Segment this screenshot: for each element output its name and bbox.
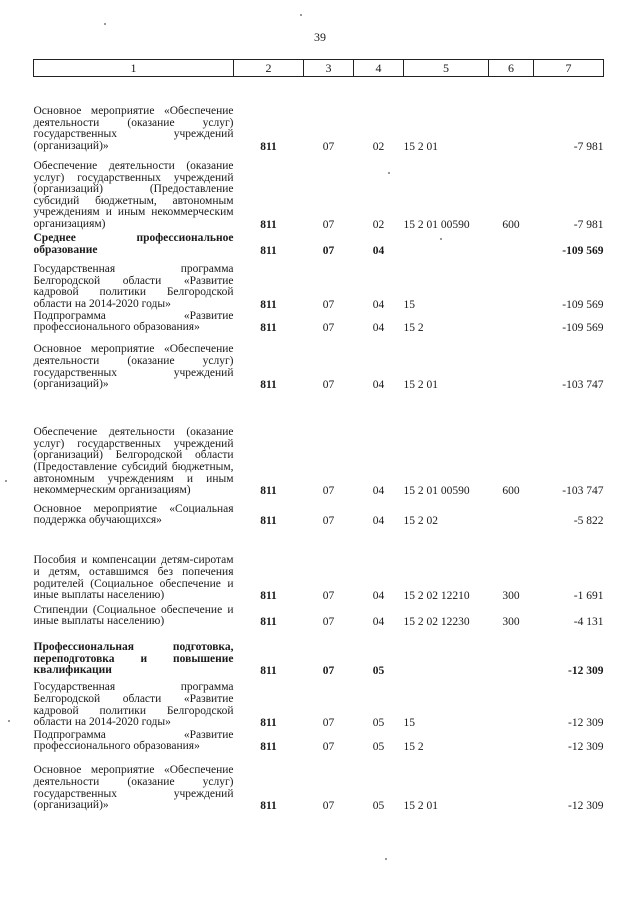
target-article-code: 15 2: [403, 321, 424, 334]
ministry-code: 811: [260, 298, 277, 311]
expense-type-code: [489, 334, 534, 391]
section-code: 07: [322, 740, 335, 753]
table-row: [34, 334, 604, 391]
subsection-code: 05: [372, 664, 385, 677]
table-row: [34, 77, 604, 153]
ministry-code: 811: [260, 615, 277, 628]
ministry-code: 811: [260, 799, 277, 812]
target-article-code: 15 2 01 00590: [403, 218, 470, 231]
expense-type-code: 600: [502, 218, 520, 231]
item-description: Основное мероприятие «Обеспечение деятельности (оказание услуг) государственных учреждений (организаций)»: [33, 343, 234, 391]
column-header-5: 5: [404, 60, 489, 77]
budget-table: [33, 59, 604, 812]
scan-speck: [385, 858, 387, 860]
amount: -103 747: [562, 484, 604, 497]
target-article-code: 15: [403, 716, 415, 729]
subsection-code: 04: [372, 378, 385, 391]
section-code: 07: [322, 615, 335, 628]
subsection-code: 04: [372, 615, 385, 628]
item-description: Государственная программа Белгородской области «Развитие кадровой политики Белгородской области на 2014-2020 годы»: [33, 681, 234, 729]
subsection-code: 04: [372, 244, 385, 257]
section-code: 07: [322, 484, 335, 497]
expense-type-code: [489, 628, 534, 677]
expense-type-code: [489, 231, 534, 257]
expense-type-code: [489, 497, 534, 527]
target-article-code: 15 2 02: [403, 514, 438, 527]
item-description: Подпрограмма «Развитие профессионального образования»: [33, 309, 234, 334]
table-row: [34, 602, 604, 628]
expense-type-code: [489, 677, 534, 729]
ministry-code: 811: [260, 664, 277, 677]
scan-speck: [104, 23, 106, 25]
section-code: 07: [322, 378, 335, 391]
ministry-code: 811: [260, 514, 277, 527]
amount: -109 569: [562, 298, 604, 311]
column-header-1: 1: [34, 60, 234, 77]
target-article-code: 15: [403, 298, 415, 311]
table-row: [34, 153, 604, 231]
item-description: Обеспечение деятельности (оказание услуг) государственных учреждений (организаций) (Предоставление субсидий бюджетным, автономным учреждениям и иным некоммерческим организациям): [33, 159, 234, 230]
header-row: [34, 60, 604, 77]
item-description: Основное мероприятие «Обеспечение деятельности (оказание услуг) государственных учреждений (организаций)»: [33, 105, 234, 152]
amount: -103 747: [562, 378, 604, 391]
amount: -109 569: [562, 244, 604, 257]
section-code: 07: [322, 298, 335, 311]
table-row: [34, 311, 604, 334]
table-row: [34, 231, 604, 257]
column-header-2: 2: [234, 60, 304, 77]
subsection-code: 05: [372, 740, 385, 753]
scan-speck: [440, 238, 442, 240]
table-row: [34, 753, 604, 812]
target-article-code: 15 2 01: [403, 140, 438, 153]
table-row: [34, 257, 604, 311]
expense-type-code: [489, 753, 534, 812]
expense-type-code: 300: [502, 615, 520, 628]
target-article-code: 15 2 01: [403, 378, 438, 391]
expense-type-code: [489, 311, 534, 334]
ministry-code: 811: [260, 218, 277, 231]
expense-type-code: [489, 729, 534, 753]
scan-speck: [8, 720, 10, 722]
table-row: [34, 729, 604, 753]
table-row: [34, 497, 604, 527]
target-article-code: 15 2 01 00590: [403, 484, 470, 497]
subsection-code: 04: [372, 589, 385, 602]
section-code: 07: [322, 218, 335, 231]
item-description: Стипендии (Социальное обеспечение и иные выплаты населению): [33, 603, 234, 628]
table-body: [34, 77, 604, 812]
page-number: 39: [314, 30, 326, 44]
item-description: Профессиональная подготовка, переподготовка и повышение квалификации: [33, 640, 234, 677]
amount: -4 131: [573, 615, 604, 628]
subsection-code: 05: [372, 716, 385, 729]
expense-type-code: [489, 77, 534, 153]
item-description: Основное мероприятие «Обеспечение деятельности (оказание услуг) государственных учреждений (организаций)»: [33, 764, 234, 812]
subsection-code: 02: [372, 218, 385, 231]
item-description: Среднее профессиональное образование: [33, 232, 234, 256]
target-article-code: 15 2 02 12210: [403, 589, 470, 602]
section-code: 07: [322, 664, 335, 677]
ministry-code: 811: [260, 140, 277, 153]
table-row: [34, 628, 604, 677]
ministry-code: 811: [260, 716, 277, 729]
item-description: Государственная программа Белгородской области «Развитие кадровой политики Белгородской области на 2014-2020 годы»: [33, 263, 234, 310]
column-header-3: 3: [304, 60, 354, 77]
target-article-code: 15 2 01: [403, 799, 438, 812]
item-description: Обеспечение деятельности (оказание услуг) государственных учреждений (организаций) Белгородской области (Предоставление субсидий бюджетным, автономным учреждениям и иным некоммерческим организациям): [33, 426, 234, 497]
subsection-code: 05: [372, 799, 385, 812]
target-article-code: 15 2: [403, 740, 424, 753]
subsection-code: 04: [372, 514, 385, 527]
subsection-code: 02: [372, 140, 385, 153]
target-article-code: 15 2 02 12230: [403, 615, 470, 628]
section-code: 07: [322, 799, 335, 812]
ministry-code: 811: [260, 321, 277, 334]
scan-speck: [388, 172, 390, 174]
section-code: 07: [322, 244, 335, 257]
amount: -109 569: [562, 321, 604, 334]
amount: -12 309: [568, 740, 604, 753]
amount: -5 822: [573, 514, 604, 527]
subsection-code: 04: [372, 321, 385, 334]
subsection-code: 04: [372, 484, 385, 497]
ministry-code: 811: [260, 740, 277, 753]
table-row: [34, 391, 604, 497]
subsection-code: 04: [372, 298, 385, 311]
scan-speck: [300, 14, 302, 16]
ministry-code: 811: [260, 589, 277, 602]
ministry-code: 811: [260, 378, 277, 391]
table-header: [34, 60, 604, 77]
ministry-code: 811: [260, 244, 277, 257]
column-header-6: 6: [489, 60, 534, 77]
item-description: Подпрограмма «Развитие профессионального образования»: [33, 728, 234, 753]
amount: -12 309: [568, 664, 604, 677]
expense-type-code: 600: [502, 484, 520, 497]
amount: -7 981: [573, 140, 604, 153]
target-article-code: [404, 628, 489, 677]
item-description: Основное мероприятие «Социальная поддержка обучающихся»: [33, 502, 234, 527]
section-code: 07: [322, 321, 335, 334]
item-description: Пособия и компенсации детям-сиротам и детям, оставшимся без попечения родителей (Социальное обеспечение и иные выплаты населению): [33, 554, 234, 602]
section-code: 07: [322, 716, 335, 729]
section-code: 07: [322, 514, 335, 527]
amount: -12 309: [568, 716, 604, 729]
amount: -1 691: [573, 589, 604, 602]
target-article-code: [404, 231, 489, 257]
column-header-7: 7: [534, 60, 604, 77]
amount: -7 981: [573, 218, 604, 231]
expense-type-code: [489, 257, 534, 311]
table-row: [34, 527, 604, 602]
table-row: [34, 677, 604, 729]
column-header-4: 4: [354, 60, 404, 77]
amount: -12 309: [568, 799, 604, 812]
scan-speck: [5, 480, 7, 482]
section-code: 07: [322, 140, 335, 153]
expense-type-code: 300: [502, 589, 520, 602]
ministry-code: 811: [260, 484, 277, 497]
section-code: 07: [322, 589, 335, 602]
